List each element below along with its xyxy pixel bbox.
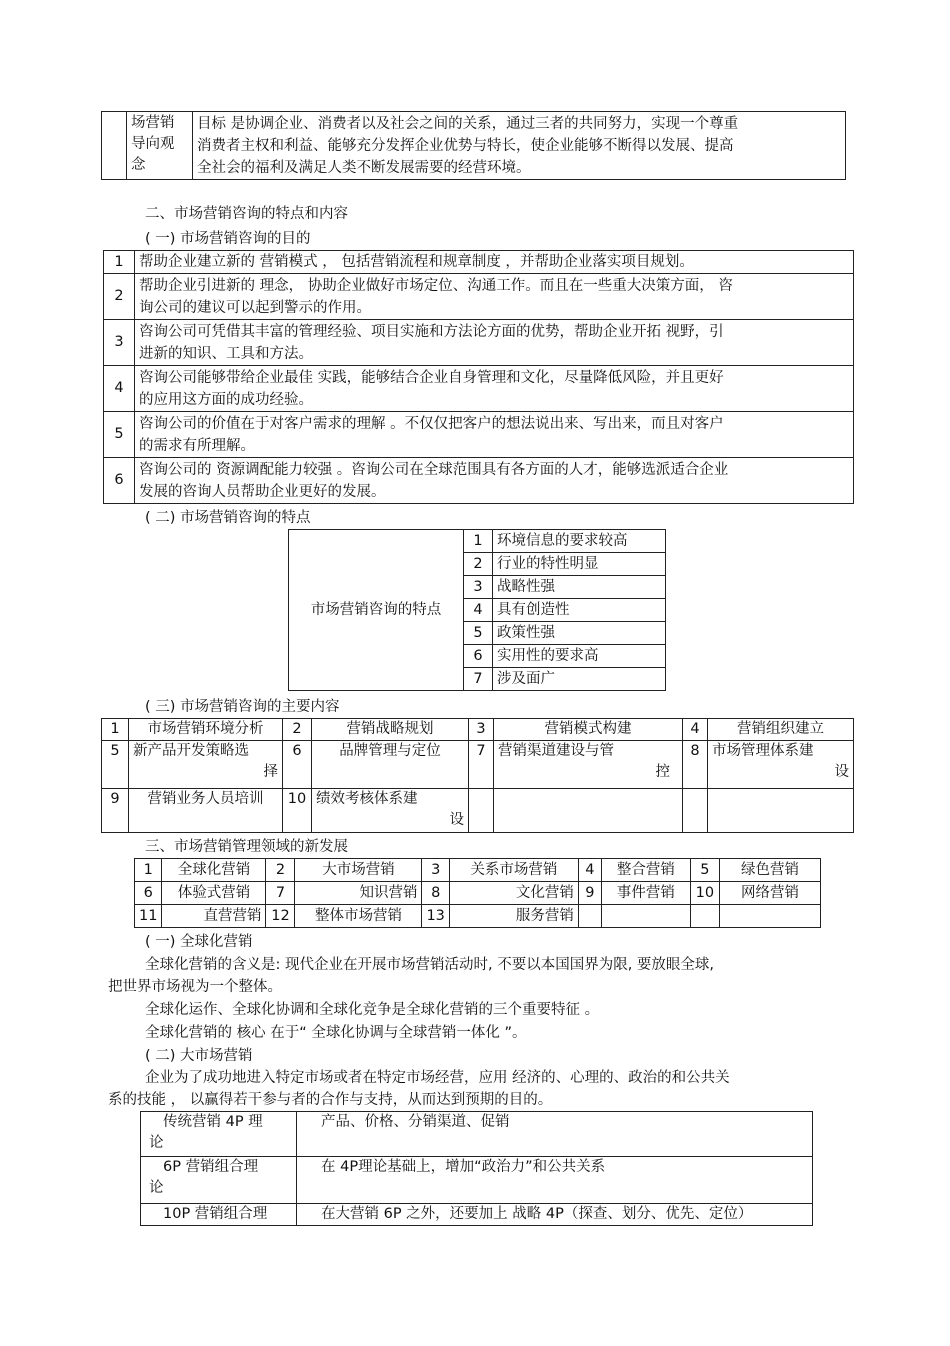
feature-number: 6 — [464, 645, 493, 668]
row-number: 3 — [104, 320, 135, 366]
table-row — [289, 530, 666, 553]
text-line: 全社会的福利及满足人类不断发展需要的经营环境。 — [197, 160, 531, 176]
item-number: 12 — [266, 905, 295, 928]
row-number: 1 — [104, 251, 135, 274]
item-number: 11 — [135, 905, 162, 928]
text-line: 咨询公司的价值在于对客户需求的理解 。不仅仅把客户的想法说出来、写出来，而且对客户 — [139, 415, 724, 432]
label-line: 念 — [131, 157, 146, 173]
features-label: 市场营销咨询的特点 — [289, 530, 464, 691]
row-text — [135, 251, 854, 274]
content-number: 9 — [102, 789, 129, 833]
section2-heading: 二、市场营销咨询的特点和内容 — [145, 206, 348, 222]
item-text: 服务营销 — [449, 905, 578, 928]
theory-name — [141, 1204, 297, 1226]
item-text: 体验式营销 — [162, 882, 266, 905]
row-text — [135, 320, 854, 366]
theory-name — [141, 1112, 297, 1157]
empty-cell — [719, 905, 820, 928]
text-line: 市场管理体系建 — [712, 743, 814, 759]
item-number: 9 — [578, 882, 601, 905]
row-text — [135, 366, 854, 412]
table-row — [102, 789, 854, 833]
text-line: 传统营销 4P 理 — [163, 1114, 263, 1130]
text-line: 6P 营销组合理 — [163, 1159, 259, 1175]
feature-text: 实用性的要求高 — [493, 645, 666, 668]
feature-text: 具有创造性 — [493, 599, 666, 622]
text-line: 论 — [149, 1180, 164, 1196]
theory-text: 在大营销 6P 之外，还要加上 战略 4P（探查、划分、优先、定位） — [297, 1204, 813, 1226]
label-line: 导向观 — [131, 136, 175, 152]
text-line: 绩效考核体系建 — [316, 791, 418, 807]
purpose-heading: ( 一) 市场营销咨询的目的 — [145, 231, 311, 247]
paragraph-line: 系的技能 ， 以赢得若干参与者的合作与支持，从而达到预期的目的。 — [108, 1092, 553, 1108]
content-text: 营销业务人员培训 — [129, 789, 283, 833]
item-number: 1 — [135, 859, 162, 882]
feature-text: 政策性强 — [493, 622, 666, 645]
content-text — [129, 741, 283, 789]
text-line: 咨询公司的 资源调配能力较强 。咨询公司在全球范围具有各方面的人才，能够选派适合企业 — [139, 461, 729, 478]
text-line: 咨询公司可凭借其丰富的管理经验、项目实施和方法论方面的优势，帮助企业开拓 视野，引 — [139, 323, 724, 340]
item-number: 3 — [422, 859, 449, 882]
theory-table — [140, 1111, 813, 1226]
item-number: 5 — [690, 859, 719, 882]
content-text: 营销组织建立 — [708, 719, 854, 741]
contents-table — [101, 718, 854, 833]
table-row — [102, 741, 854, 789]
concept-text — [193, 112, 846, 180]
row-number: 6 — [104, 458, 135, 504]
contents-heading: ( 三) 市场营销咨询的主要内容 — [145, 699, 340, 715]
item-text: 知识营销 — [295, 882, 422, 905]
label-line: 场营销 — [131, 115, 175, 131]
theory-text: 产品、价格、分销渠道、促销 — [297, 1112, 813, 1157]
empty-cell — [683, 789, 708, 833]
text-line: 论 — [149, 1135, 164, 1151]
content-number: 2 — [283, 719, 312, 741]
text-line: 目标 是协调企业、消费者以及社会之间的关系，通过三者的共同努力，实现一个尊重 — [197, 116, 739, 132]
table-row — [104, 366, 854, 412]
top-concept-table — [101, 111, 846, 180]
purposes-table — [103, 250, 854, 504]
row-number: 4 — [104, 366, 135, 412]
table-row — [135, 882, 821, 905]
item-text: 网络营销 — [719, 882, 820, 905]
content-number: 5 — [102, 741, 129, 789]
text-line: 咨询公司能够带给企业最佳 实践，能够结合企业自身管理和文化，尽量降低风险，并且更好 — [139, 369, 724, 386]
features-table — [288, 529, 666, 691]
table-row — [104, 274, 854, 320]
empty-cell — [601, 905, 690, 928]
feature-number: 1 — [464, 530, 493, 553]
row-text — [135, 412, 854, 458]
feature-number: 5 — [464, 622, 493, 645]
feature-text: 行业的特性明显 — [493, 553, 666, 576]
text-line: 帮助企业建立新的 营销模式 ， 包括营销流程和规章制度 ，并帮助企业落实项目规划。 — [139, 254, 694, 270]
concept-label — [127, 112, 193, 180]
text-line: 10P 营销组合理 — [163, 1206, 268, 1222]
text-line: 的应用这方面的成功经验。 — [139, 391, 313, 408]
content-number: 7 — [469, 741, 494, 789]
theory-name — [141, 1157, 297, 1204]
item-text: 文化营销 — [449, 882, 578, 905]
paragraph-line: 把世界市场视为一个整体。 — [108, 979, 282, 995]
table-row — [141, 1112, 813, 1157]
content-text: 营销战略规划 — [312, 719, 469, 741]
text-line: 发展的咨询人员帮助企业更好的发展。 — [139, 483, 386, 500]
item-number: 2 — [266, 859, 295, 882]
theory-text: 在 4P理论基础上，增加“政治力”和公共关系 — [297, 1157, 813, 1204]
table-row — [104, 458, 854, 504]
table-row — [104, 412, 854, 458]
item-text: 关系市场营销 — [449, 859, 578, 882]
text-line: 择 — [263, 764, 278, 780]
mega-marketing-heading: ( 二) 大市场营销 — [145, 1048, 253, 1064]
table-row — [135, 905, 821, 928]
text-line: 消费者主权和利益、能够充分发挥企业优势与特长，使企业能够不断得以发展、提高 — [197, 138, 734, 154]
content-number: 4 — [683, 719, 708, 741]
item-number: 8 — [422, 882, 449, 905]
new-development-table — [134, 858, 821, 928]
text-line: 控 — [655, 764, 670, 780]
item-number: 6 — [135, 882, 162, 905]
features-heading: ( 二) 市场营销咨询的特点 — [145, 510, 311, 526]
content-text — [494, 741, 683, 789]
paragraph-line: 企业为了成功地进入特定市场或者在特定市场经营，应用 经济的、心理的、政治的和公共关 — [145, 1070, 730, 1086]
text-line: 设 — [834, 764, 849, 780]
empty-cell — [494, 789, 683, 833]
item-text: 全球化营销 — [162, 859, 266, 882]
empty-cell — [102, 112, 127, 180]
table-row — [141, 1204, 813, 1226]
empty-cell — [708, 789, 854, 833]
table-row — [104, 251, 854, 274]
paragraph-line: 全球化营销的含义是: 现代企业在开展市场营销活动时, 不要以本国国界为限, 要放眼全球, — [145, 957, 715, 973]
text-line: 营销渠道建设与管 — [498, 743, 614, 759]
item-number: 4 — [578, 859, 601, 882]
row-text — [135, 458, 854, 504]
feature-number: 7 — [464, 668, 493, 691]
item-number: 10 — [690, 882, 719, 905]
content-text: 市场营销环境分析 — [129, 719, 283, 741]
text-line: 进新的知识、工具和方法。 — [139, 345, 313, 362]
row-number: 2 — [104, 274, 135, 320]
content-number: 3 — [469, 719, 494, 741]
feature-number: 3 — [464, 576, 493, 599]
item-text: 大市场营销 — [295, 859, 422, 882]
text-line: 的需求有所理解。 — [139, 437, 255, 454]
row-number: 5 — [104, 412, 135, 458]
text-line: 新产品开发策略选 — [133, 743, 249, 759]
feature-text: 涉及面广 — [493, 668, 666, 691]
item-text: 绿色营销 — [719, 859, 820, 882]
section3-heading: 三、市场营销管理领域的新发展 — [145, 839, 348, 855]
content-text — [708, 741, 854, 789]
content-text — [312, 789, 469, 833]
content-number: 10 — [283, 789, 312, 833]
text-line: 设 — [449, 812, 464, 828]
global-marketing-heading: ( 一) 全球化营销 — [145, 934, 253, 950]
empty-cell — [690, 905, 719, 928]
table-row — [102, 719, 854, 741]
table-row — [104, 320, 854, 366]
empty-cell — [578, 905, 601, 928]
content-number: 1 — [102, 719, 129, 741]
item-text: 直营营销 — [162, 905, 266, 928]
paragraph-line: 全球化营销的 核心 在于“ 全球化协调与全球营销一体化 ”。 — [145, 1025, 527, 1041]
item-text: 整体市场营销 — [295, 905, 422, 928]
text-line: 询公司的建议可以起到警示的作用。 — [139, 299, 371, 316]
content-text: 品牌管理与定位 — [312, 741, 469, 789]
paragraph-line: 全球化运作、全球化协调和全球化竞争是全球化营销的三个重要特征 。 — [145, 1002, 600, 1018]
item-number: 7 — [266, 882, 295, 905]
content-number: 6 — [283, 741, 312, 789]
text-line: 帮助企业引进新的 理念， 协助企业做好市场定位、沟通工作。而且在一些重大决策方面， 咨 — [139, 277, 733, 294]
content-text: 营销模式构建 — [494, 719, 683, 741]
feature-number: 4 — [464, 599, 493, 622]
row-text — [135, 274, 854, 320]
item-text: 事件营销 — [601, 882, 690, 905]
empty-cell — [469, 789, 494, 833]
table-row — [141, 1157, 813, 1204]
item-number: 13 — [422, 905, 449, 928]
table-row — [135, 859, 821, 882]
feature-text: 战略性强 — [493, 576, 666, 599]
content-number: 8 — [683, 741, 708, 789]
feature-number: 2 — [464, 553, 493, 576]
item-text: 整合营销 — [601, 859, 690, 882]
feature-text: 环境信息的要求较高 — [493, 530, 666, 553]
